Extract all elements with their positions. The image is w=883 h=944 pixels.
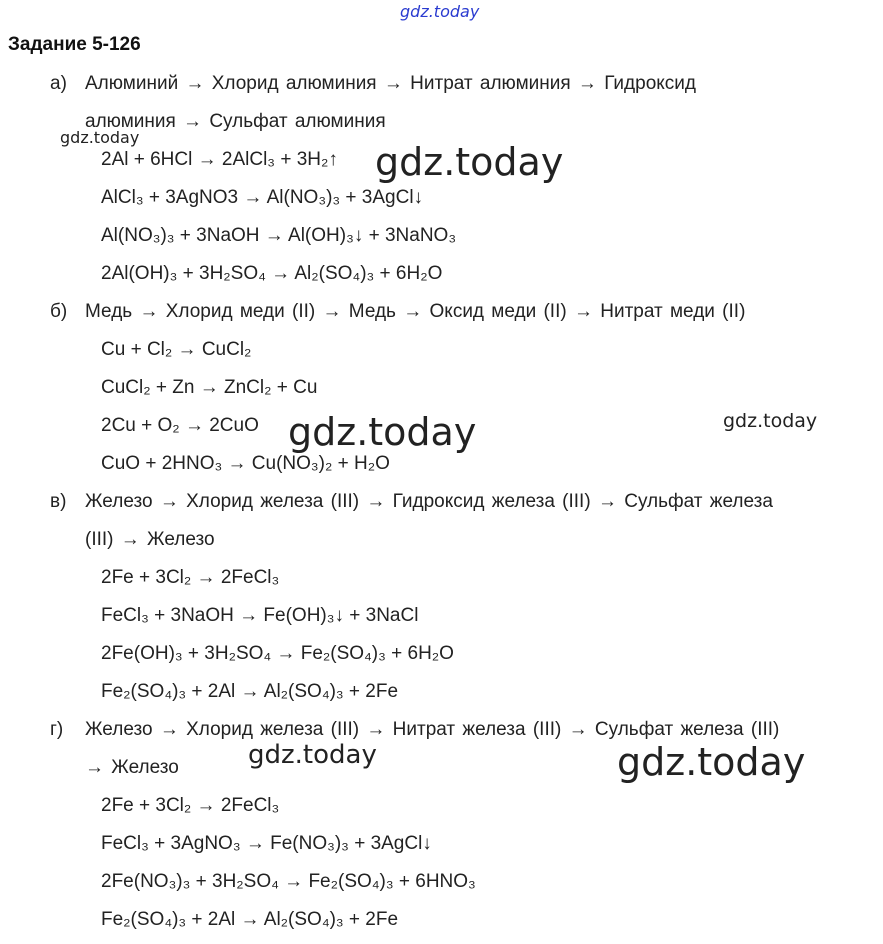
watermark: gdz.today — [375, 140, 564, 184]
equation: 2Fe(NO₃)₃ + 3H₂SO₄ → Fe₂(SO₄)₃ + 6HNO₃ — [101, 871, 476, 892]
equation: Cu + Cl₂ → CuCl₂ — [101, 339, 252, 360]
equation: FeCl₃ + 3AgNO₃ → Fe(NO₃)₃ + 3AgCl↓ — [101, 833, 432, 854]
chain-line: Железо → Хлорид железа (III) → Нитрат железа (III) → Сульфат железа (III) — [85, 719, 780, 740]
equation: CuO + 2HNO₃ → Cu(NO₃)₂ + H₂O — [101, 453, 390, 474]
equation: CuCl₂ + Zn → ZnCl₂ + Cu — [101, 377, 318, 398]
equation: 2Cu + O₂ → 2CuO — [101, 415, 259, 436]
chain-line: → Железо — [85, 757, 179, 778]
watermark: gdz.today — [288, 410, 477, 454]
watermark: gdz.today — [60, 128, 140, 147]
chain-line: алюминия → Сульфат алюминия — [85, 111, 386, 132]
watermark: gdz.today — [248, 740, 377, 770]
chain-line: (III) → Железо — [85, 529, 215, 550]
equation: 2Fe + 3Cl₂ → 2FeCl₃ — [101, 795, 280, 816]
watermark: gdz.today — [723, 410, 818, 432]
equation: 2Fe(OH)₃ + 3H₂SO₄ → Fe₂(SO₄)₃ + 6H₂O — [101, 643, 454, 664]
equation: AlCl₃ + 3AgNO3 → Al(NO₃)₃ + 3AgCl↓ — [101, 187, 424, 208]
equation: Fe₂(SO₄)₃ + 2Al → Al₂(SO₄)₃ + 2Fe — [101, 681, 399, 702]
equation: FeCl₃ + 3NaOH → Fe(OH)₃↓ + 3NaCl — [101, 605, 419, 626]
section-label-v: в) — [50, 491, 67, 512]
watermark-top: gdz.today — [400, 2, 480, 21]
section-label-a: а) — [50, 73, 67, 94]
equation: 2Al + 6HCl → 2AlCl₃ + 3H₂↑ — [101, 149, 338, 170]
section-label-b: б) — [50, 301, 68, 322]
page-title: Задание 5-126 — [8, 34, 141, 55]
equation: Fe₂(SO₄)₃ + 2Al → Al₂(SO₄)₃ + 2Fe — [101, 909, 399, 930]
equation: 2Fe + 3Cl₂ → 2FeCl₃ — [101, 567, 280, 588]
chain-line: Железо → Хлорид железа (III) → Гидроксид железа (III) → Сульфат железа — [85, 491, 773, 512]
equation: 2Al(OH)₃ + 3H₂SO₄ → Al₂(SO₄)₃ + 6H₂O — [101, 263, 443, 284]
equation: Al(NO₃)₃ + 3NaOH → Al(OH)₃↓ + 3NaNO₃ — [101, 225, 457, 246]
chain-line: Медь → Хлорид меди (II) → Медь → Оксид меди (II) → Нитрат меди (II) — [85, 301, 746, 322]
chain-line: Алюминий → Хлорид алюминия → Нитрат алюминия → Гидроксид — [85, 73, 696, 94]
watermark: gdz.today — [617, 740, 806, 784]
section-label-g: г) — [50, 719, 64, 740]
